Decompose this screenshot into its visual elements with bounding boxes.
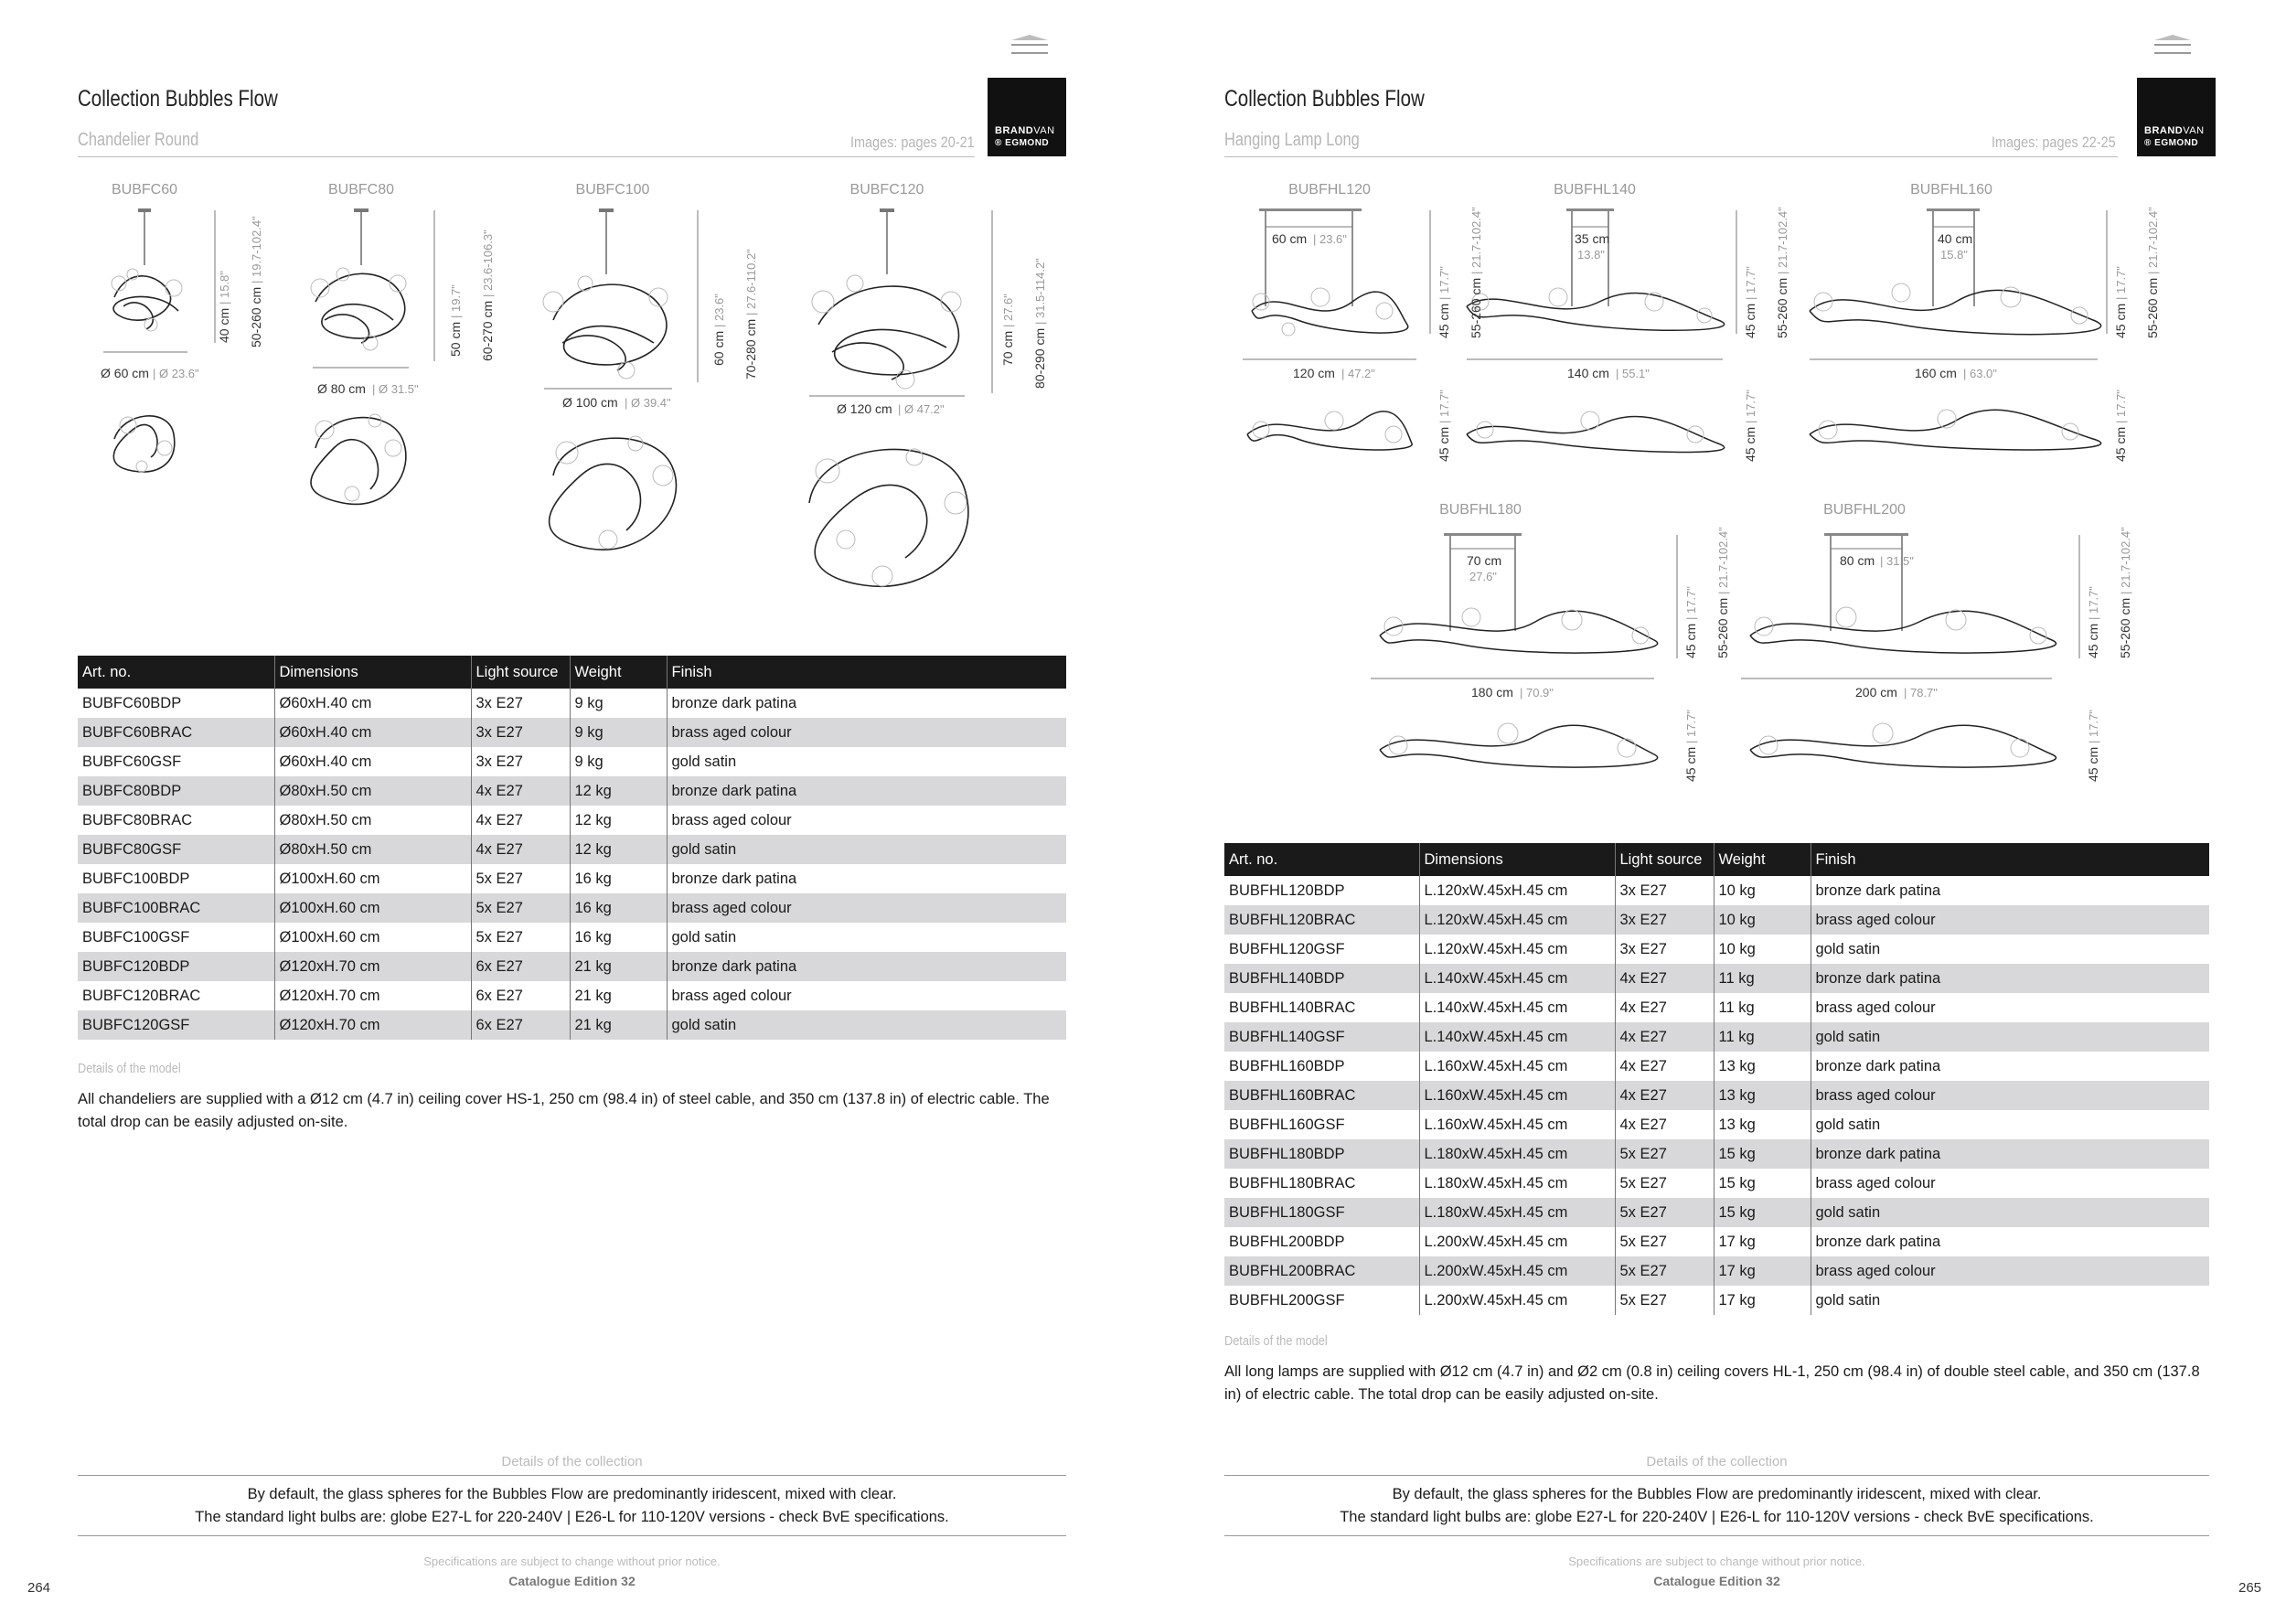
table-cell: BUBFHL120BRAC (1224, 905, 1419, 935)
model-name-bubfhl120: BUBFHL120 (1288, 182, 1371, 198)
table-cell: 6x E27 (471, 981, 570, 1010)
table-cell: 11 kg (1714, 964, 1811, 993)
table-cell: BUBFC80BRAC (78, 806, 274, 835)
table-cell: L.160xW.45xH.45 cm (1419, 1081, 1615, 1110)
table-cell: 16 kg (570, 864, 667, 893)
model-drawing-bubfc120 (809, 208, 992, 586)
drop-inch-bubfhl200: | 21.7-102.4" (2119, 527, 2132, 594)
ceiling-label-bubfhl120: 60 cm (1272, 231, 1308, 246)
table-cell: BUBFC100GSF (78, 923, 274, 952)
topview-height-inch-bubfhl140: | 17.7" (1744, 390, 1757, 423)
drop-inch-bubfhl120: | 21.7-102.4" (1469, 207, 1483, 274)
table-cell: 5x E27 (471, 893, 570, 923)
height-label-bubfhl180: 45 cm (1683, 623, 1698, 658)
details-label: Details of the model (1224, 1333, 1328, 1349)
table-cell: brass aged colour (671, 811, 792, 828)
images-reference: Images: pages 20-21 (850, 134, 975, 151)
table-cell: BUBFHL160BRAC (1224, 1081, 1419, 1110)
table-cell: L.140xW.45xH.45 cm (1419, 993, 1615, 1022)
table-cell: BUBFC120BRAC (78, 981, 274, 1010)
table-cell: 10 kg (1714, 935, 1811, 964)
model-name-bubfc80: BUBFC80 (327, 182, 395, 198)
table-cell: 4x E27 (1615, 993, 1714, 1022)
table-cell: BUBFHL120BDP (1224, 876, 1419, 905)
table-row (78, 893, 1066, 923)
height-inch-bubfhl180: | 17.7" (1684, 586, 1698, 620)
ceiling-inch-bubfhl120: | 23.6" (1313, 232, 1347, 246)
height-inch-bubfhl200: | 17.7" (2087, 586, 2100, 620)
height-label-bubfc100: 60 cm (711, 330, 726, 366)
drop-inch-bubfhl140: | 21.7-102.4" (1776, 207, 1789, 274)
table-header-row (78, 656, 1066, 689)
table-cell: gold satin (1815, 1291, 1881, 1309)
footer-edition: Catalogue Edition 32 (1653, 1574, 1780, 1588)
table-cell: BUBFHL120GSF (1224, 935, 1419, 964)
table-cell: 9 kg (570, 747, 667, 776)
length-inch-bubfhl160: | 63.0" (1963, 367, 1997, 380)
table-row (1224, 1110, 2209, 1139)
table-cell: 15 kg (1714, 1169, 1811, 1198)
collection-line-1: By default, the glass spheres for the Bubbles Flow are predominantly iridescent, mixed with clear. (1392, 1486, 2042, 1502)
table-row (78, 689, 1066, 718)
table-row (1224, 993, 2209, 1022)
table-cell: BUBFHL160BDP (1224, 1052, 1419, 1081)
table-cell: L.160xW.45xH.45 cm (1419, 1052, 1615, 1081)
table-cell: Ø60xH.40 cm (274, 747, 471, 776)
table-cell: L.180xW.45xH.45 cm (1419, 1169, 1615, 1198)
drop-inch-bubfc120: | 31.5-114.2" (1033, 258, 1047, 325)
collection-line-2: The standard light bulbs are: globe E27-L for 220-240V | E26-L for 110-120V versions - check BvE specifications. (1340, 1509, 2094, 1525)
column-header: Finish (667, 656, 1066, 689)
title-divider (1224, 156, 2118, 157)
table-cell: BUBFHL180GSF (1224, 1198, 1419, 1227)
table-cell: 5x E27 (1615, 1227, 1714, 1256)
drop-inch-bubfhl160: | 21.7-102.4" (2146, 207, 2160, 274)
table-cell: bronze dark patina (1811, 1139, 2209, 1169)
height-label-bubfc80: 50 cm (448, 321, 463, 357)
model-drawing-bubfhl200 (1741, 533, 2079, 767)
table-cell: 13 kg (1714, 1110, 1811, 1139)
table-cell: BUBFHL180BRAC (1224, 1169, 1419, 1198)
width-label-bubfc80: Ø 80 cm (317, 381, 366, 396)
table-row (78, 776, 1066, 806)
menu-icon[interactable] (2154, 35, 2191, 60)
table-cell: 3x E27 (1615, 935, 1714, 964)
table-cell: 17 kg (1714, 1227, 1811, 1256)
model-name-bubfhl200: BUBFHL200 (1823, 502, 1906, 518)
table-header-row (1224, 843, 2209, 876)
width-label-bubfc60: Ø 60 cm (101, 366, 149, 380)
table-cell: Ø120xH.70 cm (274, 981, 471, 1010)
table-cell: L.200xW.45xH.45 cm (1419, 1286, 1615, 1315)
table-cell: Ø120xH.70 cm (274, 952, 471, 981)
length-label-bubfhl180: 180 cm (1471, 685, 1513, 700)
table-row (78, 747, 1066, 776)
table-cell: 15 kg (1714, 1139, 1811, 1169)
table-cell: Ø100xH.60 cm (274, 864, 471, 893)
table-row (78, 718, 1066, 747)
table-cell: brass aged colour (1815, 999, 1936, 1016)
table-cell: brass aged colour (667, 893, 1066, 923)
table-cell: 5x E27 (1615, 1198, 1714, 1227)
table-cell: gold satin (671, 753, 737, 770)
ceiling-inch-bubfhl180: 27.6" (1469, 570, 1497, 583)
table-cell: 15 kg (1714, 1198, 1811, 1227)
table-cell: BUBFHL200BDP (1224, 1227, 1419, 1256)
height-label-bubfhl120: 45 cm (1437, 303, 1451, 338)
ceiling-inch-bubfhl140: 13.8" (1577, 248, 1605, 262)
table-cell: 21 kg (570, 981, 667, 1010)
height-inch-bubfhl140: | 17.7" (1744, 266, 1757, 300)
table-cell: 4x E27 (471, 806, 570, 835)
page-subtitle: Hanging Lamp Long (1224, 130, 1360, 150)
table-cell: 12 kg (570, 806, 667, 835)
page-title: Collection Bubbles Flow (78, 86, 278, 112)
collection-label: Details of the collection (1646, 1454, 1788, 1469)
table-cell: 10 kg (1714, 876, 1811, 905)
table-cell: 17 kg (1714, 1286, 1811, 1315)
drop-inch-bubfhl180: | 21.7-102.4" (1716, 527, 1730, 594)
collection-details (78, 1475, 1066, 1536)
table-cell: BUBFC100BDP (78, 864, 274, 893)
table-row (1224, 1139, 2209, 1169)
ceiling-inch-bubfhl200: | 31.5" (1880, 554, 1914, 568)
table-row (1224, 1022, 2209, 1052)
table-cell: Ø120xH.70 cm (274, 1010, 471, 1040)
ceiling-label-bubfhl140: 35 cm (1575, 231, 1610, 246)
table-cell: 5x E27 (1615, 1169, 1714, 1198)
brand-logo: BRANDVAN ® EGMOND (2137, 78, 2216, 156)
model-name-bubfc60: BUBFC60 (111, 182, 178, 198)
topview-height-bubfhl140: 45 cm (1743, 426, 1757, 462)
right-page (1143, 0, 2286, 1624)
table-cell: bronze dark patina (671, 694, 797, 711)
topview-height-inch-bubfhl120: | 17.7" (1437, 390, 1451, 423)
table-cell: 4x E27 (471, 776, 570, 806)
table-cell: bronze dark patina (671, 870, 797, 887)
menu-icon[interactable] (1011, 35, 1048, 60)
column-header: Light source (471, 656, 570, 689)
table-cell: BUBFHL140BRAC (1224, 993, 1419, 1022)
chandelier-drawings (78, 174, 1066, 631)
column-header: Finish (1811, 843, 2209, 876)
topview-height-inch-bubfhl200: | 17.7" (2087, 710, 2100, 743)
column-header: Weight (1714, 843, 1811, 876)
table-cell: gold satin (667, 1010, 1066, 1040)
table-cell: BUBFC60BDP (78, 689, 274, 718)
column-header: Dimensions (1419, 843, 1615, 876)
table-row (1224, 1198, 2209, 1227)
ceiling-label-bubfhl160: 40 cm (1938, 231, 1973, 246)
table-cell: BUBFC100BRAC (78, 893, 274, 923)
table-cell: 3x E27 (1615, 876, 1714, 905)
table-cell: gold satin (1815, 1116, 1881, 1133)
table-row (78, 835, 1066, 864)
height-inch-bubfhl120: | 17.7" (1437, 266, 1451, 300)
topview-height-inch-bubfhl160: | 17.7" (2114, 390, 2128, 423)
table-cell: 21 kg (570, 1010, 667, 1040)
width-inch-bubfc80: | Ø 31.5" (372, 382, 419, 396)
table-cell: 5x E27 (471, 923, 570, 952)
table-row (1224, 1081, 2209, 1110)
drop-label-bubfhl160: 55-260 cm (2145, 277, 2160, 338)
height-label-bubfc120: 70 cm (1000, 330, 1015, 366)
collection-label: Details of the collection (501, 1454, 643, 1469)
table-cell: brass aged colour (1811, 1256, 2209, 1286)
table-cell: Ø80xH.50 cm (274, 835, 471, 864)
table-cell: brass aged colour (667, 718, 1066, 747)
table-cell: brass aged colour (1811, 1081, 2209, 1110)
width-label-bubfc120: Ø 120 cm (837, 401, 892, 416)
table-row (1224, 1169, 2209, 1198)
table-cell: BUBFC80BDP (78, 776, 274, 806)
table-cell: L.120xW.45xH.45 cm (1419, 876, 1615, 905)
table-cell: bronze dark patina (1815, 1057, 1941, 1074)
table-cell: 3x E27 (471, 718, 570, 747)
height-inch-bubfhl160: | 17.7" (2114, 266, 2128, 300)
table-cell: L.140xW.45xH.45 cm (1419, 1022, 1615, 1052)
details-label: Details of the model (78, 1061, 181, 1076)
table-cell: bronze dark patina (1815, 881, 1941, 899)
length-label-bubfhl120: 120 cm (1293, 366, 1335, 380)
table-cell: 16 kg (570, 893, 667, 923)
table-cell: L.200xW.45xH.45 cm (1419, 1227, 1615, 1256)
width-inch-bubfc60: | Ø 23.6" (153, 367, 199, 380)
spec-table (78, 656, 1066, 1040)
collection-line-2: The standard light bulbs are: globe E27-L for 220-240V | E26-L for 110-120V versions - check BvE specifications. (195, 1509, 949, 1525)
drop-label-bubfhl120: 55-260 cm (1469, 277, 1483, 338)
page-subtitle: Chandelier Round (78, 130, 199, 150)
model-name-bubfhl180: BUBFHL180 (1439, 502, 1522, 518)
table-row (1224, 1286, 2209, 1315)
table-row (1224, 1052, 2209, 1081)
table-cell: 4x E27 (1615, 1110, 1714, 1139)
table-row (78, 981, 1066, 1010)
table-cell: 4x E27 (471, 835, 570, 864)
table-cell: brass aged colour (1815, 1174, 1936, 1191)
length-label-bubfhl200: 200 cm (1855, 685, 1897, 700)
table-cell: 5x E27 (1615, 1139, 1714, 1169)
drop-label-bubfc80: 60-270 cm (480, 300, 495, 361)
table-cell: 6x E27 (471, 952, 570, 981)
title-divider (78, 156, 975, 157)
drop-label-bubfhl200: 55-260 cm (2118, 597, 2132, 658)
table-cell: 5x E27 (1615, 1286, 1714, 1315)
details-text: All long lamps are supplied with Ø12 cm (4.7 in) and Ø2 cm (0.8 in) ceiling covers HL-1, 250 cm (98.4 in) of double steel cable, and 350 cm (137.8 in) of electric cable. The total drop can be easily adjusted on-site. (1224, 1363, 2200, 1403)
length-label-bubfhl140: 140 cm (1567, 366, 1609, 380)
footer-edition: Catalogue Edition 32 (508, 1574, 636, 1588)
topview-height-inch-bubfhl180: | 17.7" (1684, 710, 1698, 743)
table-cell: BUBFHL140GSF (1224, 1022, 1419, 1052)
ceiling-label-bubfhl180: 70 cm (1467, 553, 1502, 568)
table-cell: 4x E27 (1615, 1052, 1714, 1081)
spec-table (1224, 843, 2209, 1315)
collection-details (1224, 1475, 2209, 1536)
height-inch-bubfc80: | 19.7" (449, 284, 463, 318)
table-cell: 9 kg (570, 689, 667, 718)
table-cell: BUBFC60BRAC (78, 718, 274, 747)
table-cell: Ø80xH.50 cm (274, 776, 471, 806)
table-cell: brass aged colour (671, 987, 792, 1004)
model-name-bubfc120: BUBFC120 (849, 182, 924, 198)
topview-height-bubfhl120: 45 cm (1437, 426, 1451, 462)
table-cell: BUBFHL200BRAC (1224, 1256, 1419, 1286)
table-cell: 3x E27 (1615, 905, 1714, 935)
table-cell: L.160xW.45xH.45 cm (1419, 1110, 1615, 1139)
width-label-bubfc100: Ø 100 cm (562, 395, 618, 410)
table-cell: L.180xW.45xH.45 cm (1419, 1139, 1615, 1169)
table-cell: 9 kg (570, 718, 667, 747)
brand-logo: BRANDVAN ® EGMOND (988, 78, 1066, 156)
height-label-bubfhl200: 45 cm (2086, 623, 2100, 658)
column-header: Art. no. (78, 656, 274, 689)
model-name-bubfhl160: BUBFHL160 (1910, 182, 1992, 198)
table-cell: gold satin (1811, 1022, 2209, 1052)
table-cell: BUBFHL140BDP (1224, 964, 1419, 993)
table-cell: BUBFC80GSF (78, 835, 274, 864)
page-number: 264 (27, 1580, 51, 1596)
table-cell: 4x E27 (1615, 964, 1714, 993)
height-inch-bubfc120: | 27.6" (1001, 294, 1015, 327)
table-cell: bronze dark patina (667, 952, 1066, 981)
page-number: 265 (2238, 1580, 2262, 1596)
table-cell: Ø60xH.40 cm (274, 689, 471, 718)
hanging-lamp-drawings (1224, 174, 2217, 814)
table-cell: BUBFC60GSF (78, 747, 274, 776)
model-drawing-bubfc80 (311, 208, 434, 504)
table-cell: bronze dark patina (1815, 1233, 1941, 1250)
table-cell: Ø100xH.60 cm (274, 893, 471, 923)
model-drawing-bubfhl180 (1371, 533, 1677, 767)
column-header: Weight (570, 656, 667, 689)
topview-height-bubfhl200: 45 cm (2086, 746, 2100, 782)
column-header: Art. no. (1224, 843, 1419, 876)
table-row (78, 952, 1066, 981)
model-drawing-bubfc60 (103, 208, 215, 472)
table-cell: brass aged colour (1811, 905, 2209, 935)
table-cell: bronze dark patina (667, 776, 1066, 806)
table-cell: 5x E27 (471, 864, 570, 893)
table-cell: 21 kg (570, 952, 667, 981)
table-cell: Ø60xH.40 cm (274, 718, 471, 747)
table-cell: L.180xW.45xH.45 cm (1419, 1198, 1615, 1227)
ceiling-label-bubfhl200: 80 cm (1840, 553, 1875, 568)
table-row (1224, 876, 2209, 905)
drop-label-bubfhl140: 55-260 cm (1775, 277, 1789, 338)
table-cell: 4x E27 (1615, 1081, 1714, 1110)
table-cell: bronze dark patina (1811, 964, 2209, 993)
column-header: Dimensions (274, 656, 471, 689)
table-cell: 3x E27 (471, 747, 570, 776)
table-cell: 4x E27 (1615, 1022, 1714, 1052)
length-label-bubfhl160: 160 cm (1915, 366, 1957, 380)
length-inch-bubfhl200: | 78.7" (1904, 686, 1938, 700)
table-cell: gold satin (667, 835, 1066, 864)
drop-label-bubfhl180: 55-260 cm (1715, 597, 1730, 658)
drop-inch-bubfc100: | 27.6-110.2" (744, 249, 758, 315)
collection-line-1: By default, the glass spheres for the Bubbles Flow are predominantly iridescent, mixed with clear. (247, 1486, 897, 1502)
table-cell: BUBFHL200GSF (1224, 1286, 1419, 1315)
table-cell: L.200xW.45xH.45 cm (1419, 1256, 1615, 1286)
height-label-bubfhl140: 45 cm (1743, 303, 1757, 338)
table-row (78, 1010, 1066, 1040)
table-cell: Ø80xH.50 cm (274, 806, 471, 835)
model-name-bubfhl140: BUBFHL140 (1554, 182, 1636, 198)
height-inch-bubfc100: | 23.6" (712, 294, 726, 327)
model-name-bubfc100: BUBFC100 (575, 182, 650, 198)
table-cell: gold satin (1815, 940, 1881, 957)
details-text: All chandeliers are supplied with a Ø12 cm (4.7 in) ceiling cover HS-1, 250 cm (98.4 in) of steel cable, and 350 cm (137.8 in) of electric cable. The total drop can be easily adjusted on-site. (78, 1091, 1050, 1130)
drop-inch-bubfc60: | 19.7-102.4" (250, 216, 263, 283)
images-reference: Images: pages 22-25 (1992, 134, 2116, 151)
table-cell: 12 kg (570, 776, 667, 806)
width-inch-bubfc120: | Ø 47.2" (898, 402, 945, 416)
table-cell: 6x E27 (471, 1010, 570, 1040)
drop-label-bubfc100: 70-280 cm (743, 318, 758, 379)
table-cell: 10 kg (1714, 905, 1811, 935)
table-row (1224, 905, 2209, 935)
table-cell: 11 kg (1714, 1022, 1811, 1052)
table-cell: 12 kg (570, 835, 667, 864)
table-cell: L.120xW.45xH.45 cm (1419, 935, 1615, 964)
page-title: Collection Bubbles Flow (1224, 86, 1425, 112)
table-cell: 17 kg (1714, 1256, 1811, 1286)
table-row (1224, 1227, 2209, 1256)
table-row (1224, 935, 2209, 964)
footer-note: Specifications are subject to change without prior notice. (423, 1555, 721, 1568)
table-cell: L.140xW.45xH.45 cm (1419, 964, 1615, 993)
table-cell: 16 kg (570, 923, 667, 952)
table-cell: L.120xW.45xH.45 cm (1419, 905, 1615, 935)
table-cell: gold satin (1811, 1198, 2209, 1227)
drop-label-bubfc60: 50-260 cm (249, 286, 263, 347)
length-inch-bubfhl140: | 55.1" (1616, 367, 1650, 380)
length-inch-bubfhl120: | 47.2" (1341, 367, 1375, 380)
width-inch-bubfc100: | Ø 39.4" (625, 396, 671, 410)
table-cell: gold satin (671, 928, 737, 946)
table-cell: Ø100xH.60 cm (274, 923, 471, 952)
table-cell: 5x E27 (1615, 1256, 1714, 1286)
footer-note: Specifications are subject to change without prior notice. (1568, 1555, 1865, 1568)
table-cell: BUBFC120GSF (78, 1010, 274, 1040)
model-drawing-bubfc100 (543, 208, 698, 550)
table-row (78, 806, 1066, 835)
table-cell: BUBFHL180BDP (1224, 1139, 1419, 1169)
height-label-bubfc60: 40 cm (217, 307, 231, 343)
drop-inch-bubfc80: | 23.6-106.3" (481, 230, 495, 297)
table-cell: BUBFC120BDP (78, 952, 274, 981)
length-inch-bubfhl180: | 70.9" (1520, 686, 1554, 700)
table-cell: BUBFHL160GSF (1224, 1110, 1419, 1139)
topview-height-bubfhl180: 45 cm (1683, 746, 1698, 782)
table-cell: 3x E27 (471, 689, 570, 718)
height-inch-bubfc60: | 15.8" (218, 271, 231, 304)
table-row (78, 923, 1066, 952)
drop-label-bubfc120: 80-290 cm (1032, 327, 1047, 389)
height-label-bubfhl160: 45 cm (2113, 303, 2128, 338)
table-cell: 11 kg (1714, 993, 1811, 1022)
ceiling-inch-bubfhl160: 15.8" (1940, 248, 1968, 262)
table-cell: 13 kg (1714, 1052, 1811, 1081)
topview-height-bubfhl160: 45 cm (2113, 426, 2128, 462)
table-row (1224, 1256, 2209, 1286)
table-row (1224, 964, 2209, 993)
table-row (78, 864, 1066, 893)
column-header: Light source (1615, 843, 1714, 876)
table-cell: 13 kg (1714, 1081, 1811, 1110)
